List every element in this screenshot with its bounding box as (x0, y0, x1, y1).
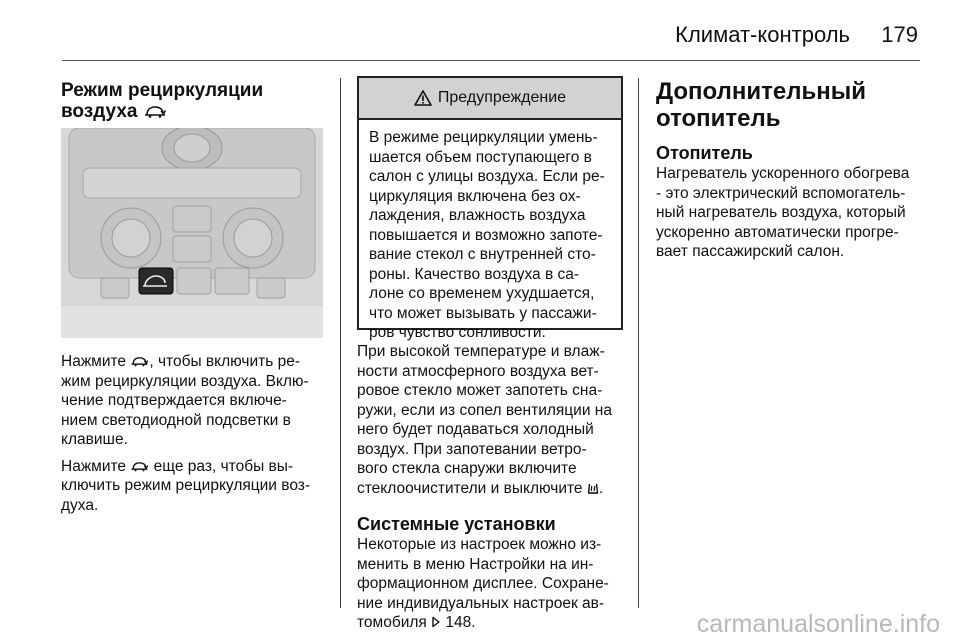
recirculation-section (61, 80, 323, 122)
page-title: Климат-контроль (675, 22, 850, 47)
instruction-paragraph-2: Нажмите еще раз, чтобы вы- ключить режим рециркуляции воз- духа. (61, 457, 311, 514)
system-settings-heading: Системные установки (357, 514, 556, 534)
warning-title: Предупреждение (437, 89, 567, 106)
warning-text: В режиме рециркуляции умень- шается объем поступающего в салон с улицы воздуха. Если ре- циркуляция включена без ох- лаждения, влажность воздуха повышается и возможно запоте- вание стекол с внутренней сто- роны. Качество воздуха в са- лоне со временем ухудшается, что может вызывать у пассажи- ров чувство сонливости. (369, 129, 605, 341)
page-header (0, 14, 960, 54)
climate-control-panel-photo (61, 128, 323, 338)
heater-description: Нагреватель ускоренного обогрева - это электрический вспомогатель- ный нагреватель воздуха, который ускоренно автоматически прогре- вает пассажирский салон. (656, 165, 910, 260)
recirculation-icon (143, 104, 167, 118)
climate-panel-illustration (61, 128, 323, 338)
page-number: 179 (881, 22, 918, 47)
column-divider (638, 78, 639, 608)
recirculation-instructions (61, 352, 331, 515)
warning-header (359, 78, 621, 120)
warning-body (359, 120, 621, 343)
instruction-paragraph-1: Нажмите , чтобы включить ре- жим рециркуляции воздуха. Вклю- чение подтверждается включе- нием светодиодной подсветки в клавише. (61, 353, 309, 448)
auxiliary-heater-heading: Дополнительный отопитель (656, 78, 866, 132)
windshield-defrost-icon (587, 481, 599, 495)
fogging-paragraph: При высокой температуре и влаж- ности атмосферного воздуха вет- ровое стекло может запотеть сна- ружи, если из сопел вентиляции на него будет подаваться холодный воздух. При запотевании ветро- вого стекла снаружи включите стеклоочистители и выключите . (357, 343, 612, 497)
column-divider (340, 78, 341, 608)
header-rule (62, 60, 920, 61)
page-reference-arrow-icon (431, 616, 441, 628)
recirculation-icon (130, 355, 149, 367)
system-settings-paragraph: Некоторые из настроек можно из- менить в меню Настройки на ин- формационном дисплее. Сохране- ние индивидуальных настроек ав- томобиля 148. (357, 536, 609, 631)
warning-box (357, 76, 623, 341)
watermark: carmanualsonline.info (696, 610, 940, 638)
recirculation-icon (130, 460, 149, 472)
fogging-section (357, 342, 631, 633)
warning-triangle-icon (414, 90, 432, 106)
auxiliary-heater-section (656, 78, 924, 262)
recirculation-heading: Режим рециркуляции воздуха (61, 80, 264, 122)
heater-subheading: Отопитель (656, 143, 753, 163)
